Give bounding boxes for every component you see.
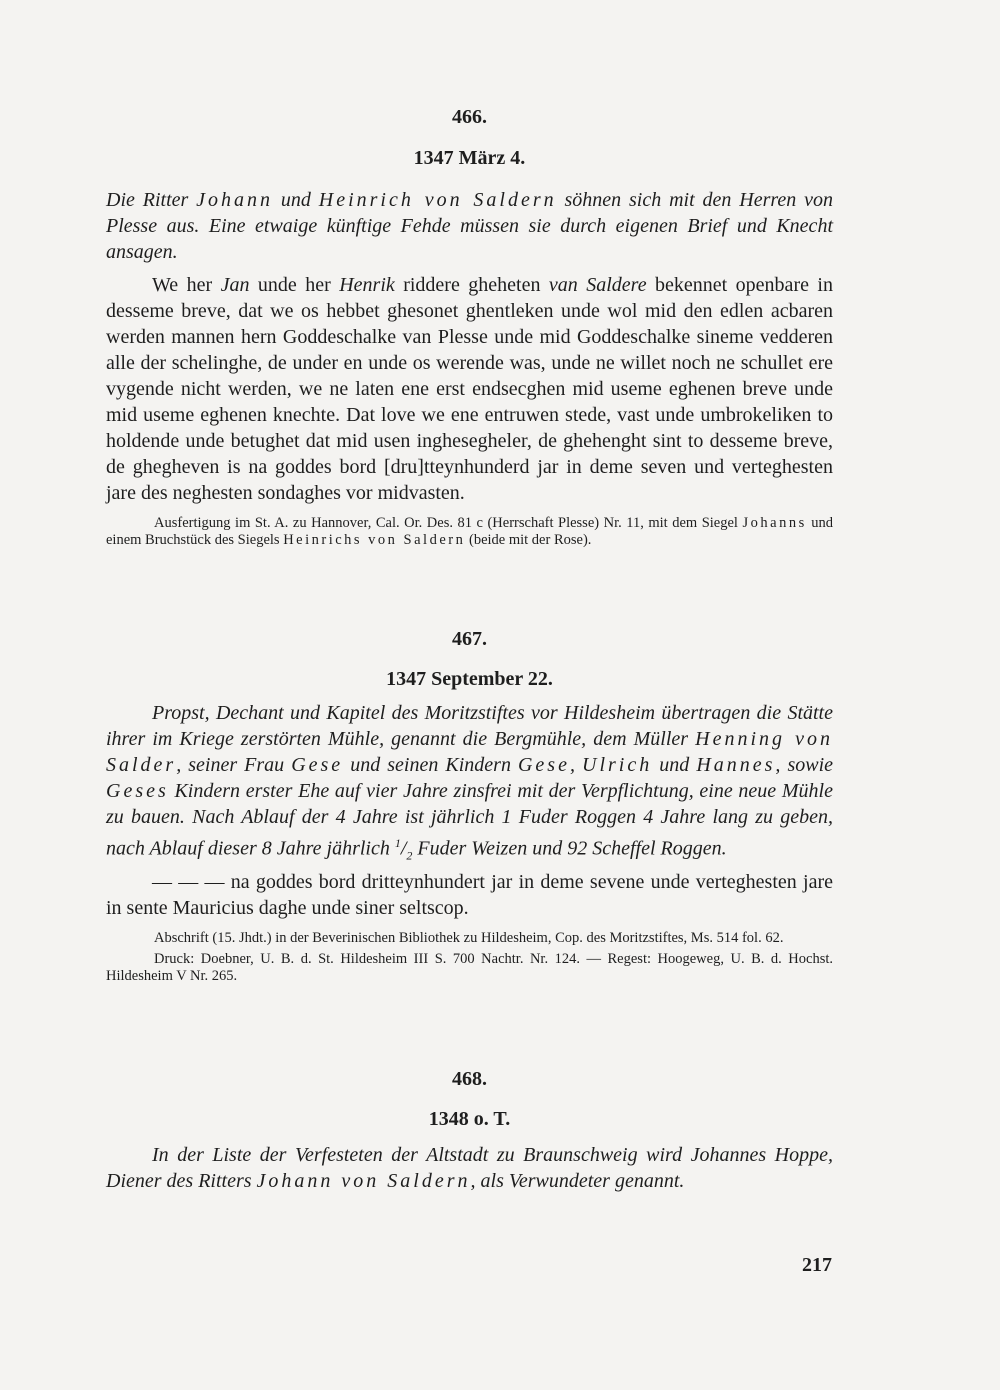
entry-text: — — — na goddes bord dritteynhundert jar in deme sevene unde verteghesten jare in sente Mauricius daghe unde siner seltscop. xyxy=(106,870,833,919)
entry-note: Abschrift (15. Jhdt.) in der Beverinischen Bibliothek zu Hildesheim, Cop. des Moritzstiftes, Ms. 514 fol. 62. xyxy=(154,929,784,946)
page-number: 217 xyxy=(802,1254,832,1276)
entry-summary: Propst, Dechant und Kapitel des Moritzstiftes vor Hildesheim übertragen die Stätte ihrer im Kriege zerstörten Mühle, genannt die Bergmühle, dem Müller Henning von Salder, seiner Frau Gese und seinen Kindern Gese, Ulrich und Hannes, sowie Geses Kindern erster Ehe auf vier Jahre zinsfrei mit der Verpflichtung, eine neue Mühle zu bauen. Nach Ablauf der 4 Jahre ist jährlich 1 Fuder Roggen 4 Jahre lang zu geben, nach Ablauf dieser 8 Jahre jährlich $^1/_2$ Fuder Weizen und 92 Scheffel Roggen. xyxy=(106,702,834,863)
entry-number: 468. xyxy=(452,1068,487,1090)
entry-date: 1347 März 4. xyxy=(413,147,526,169)
entry-note: Ausfertigung im St. A. zu Hannover, Cal. Or. Des. 81 c (Herrschaft Plesse) Nr. 11, mit dem Siegel Johanns und einem Bruchstück des Siegels Heinrichs von Saldern (beide mit der Rose). xyxy=(106,515,833,548)
entry-number: 467. xyxy=(452,628,487,650)
entry-summary: In der Liste der Verfesteten der Altstadt zu Braunschweig wird Johannes Hoppe, Diener des Ritters Johann von Saldern, als Verwundeter genannt. xyxy=(106,1144,833,1192)
entry-summary: Die Ritter Johann und Heinrich von Saldern söhnen sich mit den Herren von Plesse aus. Eine etwaige künftige Fehde müssen sie durch eigenen Brief und Knecht ansagen. xyxy=(106,189,833,263)
entry-468 xyxy=(106,1066,833,1194)
entry-date: 1347 September 22. xyxy=(386,668,553,690)
entry-text: We her Jan unde her Henrik riddere gheheten van Saldere bekennet openbare in desseme breve, dat we os hebbet ghesonet ghentleken unde wol mid den edlen acbaren werden mannen hern Goddeschalke van Plesse unde mid Goddeschalke sineme vedderen alle der schelinghe, de under en unde os werende was, unde ne willet noch ne schullet ere vygende nicht werden, we ne laten ene erst endsecghen mid useme eghenen breve unde mid useme eghenen knechte. Dat love we ene entruwen stede, vast unde umbrokeliken to holdende unde betughet dat mid usen inghesegheler, de ghehenght sint to desseme breve, de ghegheven is na goddes bord [dru]tteynhunderd jar in deme seven und verteghesten jare des neghesten sondaghes vor midvasten. xyxy=(106,274,833,504)
entry-date: 1348 o. T. xyxy=(428,1108,511,1130)
entry-466 xyxy=(106,104,833,549)
entry-note: Druck: Doebner, U. B. d. St. Hildesheim III S. 700 Nachtr. Nr. 124. — Regest: Hoogeweg, U. B. d. Hochst. Hildesheim V Nr. 265. xyxy=(106,950,833,984)
entry-467 xyxy=(106,626,833,985)
entry-number: 466. xyxy=(452,106,487,128)
